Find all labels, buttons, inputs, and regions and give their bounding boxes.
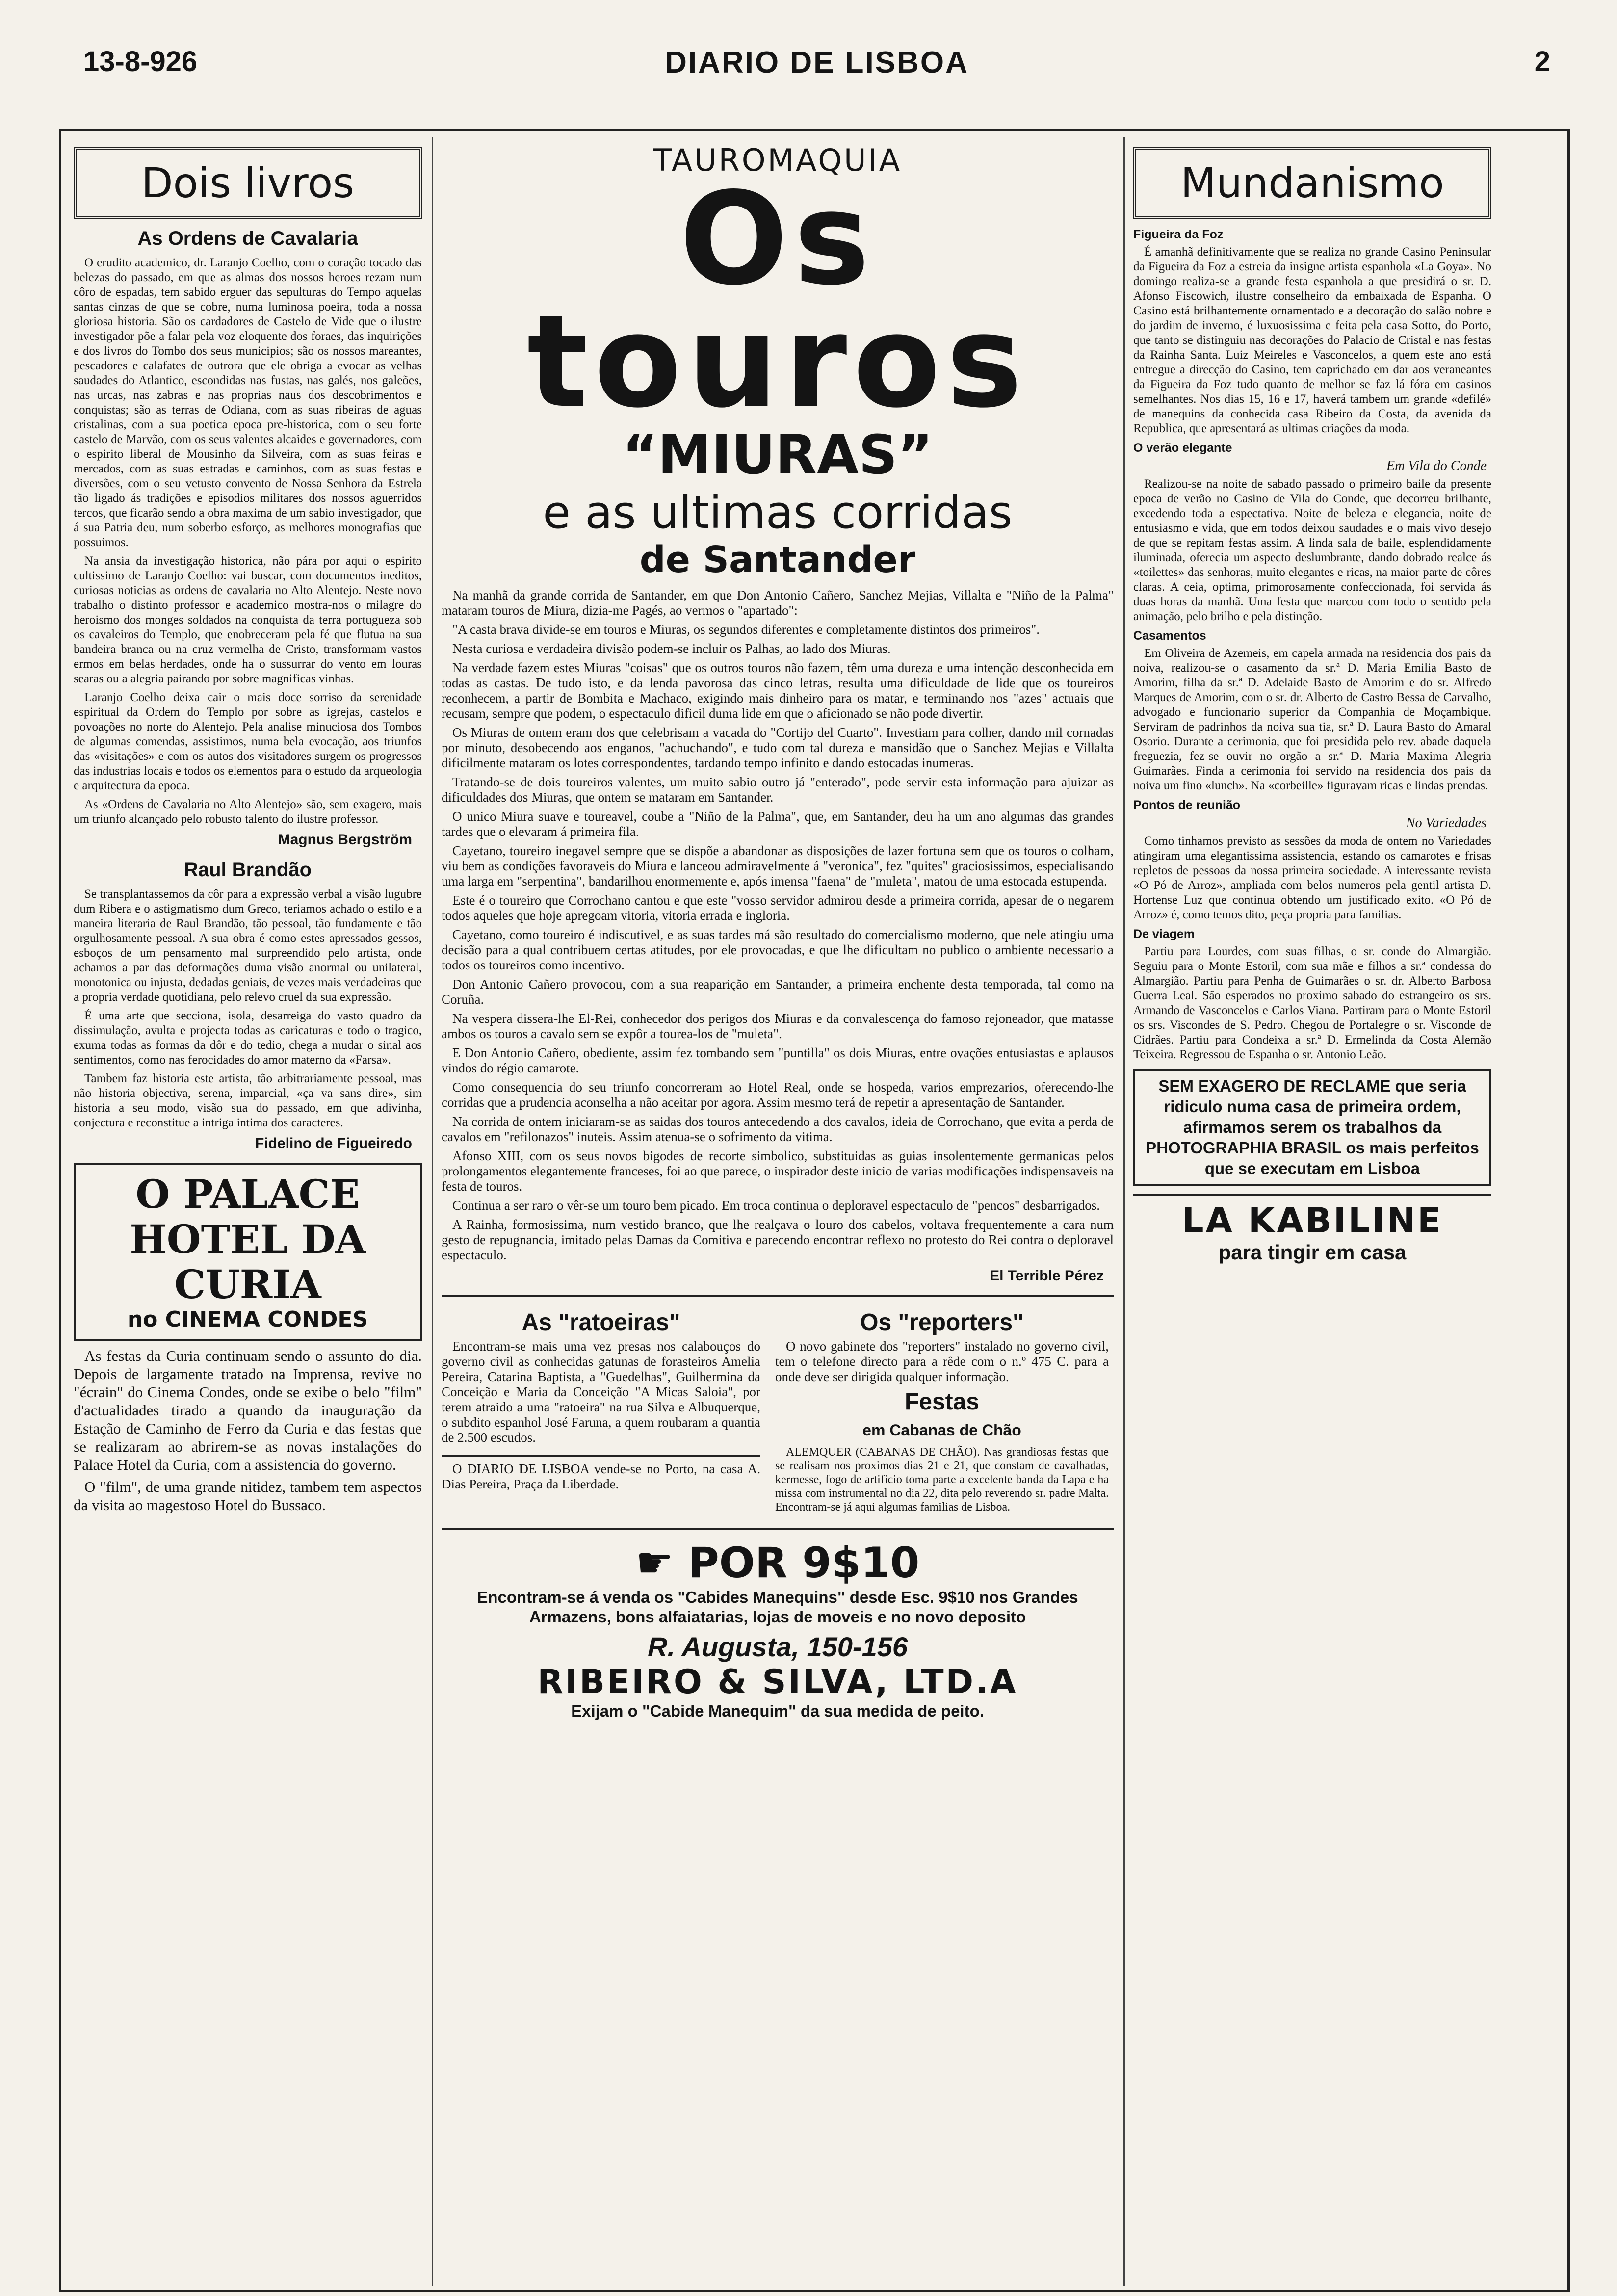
diario-notice: O DIARIO DE LISBOA vende-se no Porto, na casa A. Dias Pereira, Praça da Liberdade. [442, 1461, 760, 1491]
ordens-signature: Magnus Bergström [278, 832, 412, 848]
touros-paragraph: Don Antonio Cañero provocou, com a sua reaparição em Santander, a primeira enchente desta temporada, tal como na Coruña. [442, 977, 1114, 1007]
verao-place: Em Vila do Conde [1386, 458, 1487, 473]
verao-text [1133, 477, 1491, 624]
page-number: 2 [1534, 46, 1550, 78]
headline-santander: de Santander [639, 539, 916, 581]
touros-paragraph: Na vespera dissera-lhe El-Rei, conhecedor dos perigos dos Miuras e da convalescença do famoso rejoneador, que matasse ambos os touros a cavalo sem se expôr a tourea-los de "muleta". [442, 1011, 1114, 1041]
dois-livros-heading: Dois livros [74, 147, 422, 219]
festas-paragraph: ALEMQUER (CABANAS DE CHÃO). Nas grandiosas festas que se realisam nos proximos dias 21 e 21, que constam de cavalhadas, kermesse, fogo de artificio toma parte a excelente banda da Lapa e ha missa com instrumental no dia 22, dita pelo reverendo sr. padre Malta. Encontram-se já aqui algumas familias de Lisboa. [775, 1446, 1109, 1513]
festas-subtitle: em Cabanas de Chão [862, 1421, 1021, 1439]
divider [442, 1295, 1114, 1297]
headline-ultimas-corridas: e as ultimas corridas [543, 486, 1013, 539]
section-tauromaquia: TAUROMAQUIA [653, 142, 902, 178]
touros-paragraph: Como consequencia do seu triunfo concorreram ao Hotel Real, onde se hospeda, varios emprezarios, oferecendo-lhe corridas que a prudencia aconselha a não aceitar por agora. Assim mesmo terá de repetir a apresentação de Santander. [442, 1080, 1114, 1110]
figueira-heading: Figueira da Foz [1133, 228, 1224, 241]
ad-line1: Encontram-se á venda os "Cabides Manequins" desde Esc. 9$10 nos Grandes Armazens, bons alfaiatarias, lojas de moveis e no novo deposito [477, 1588, 1078, 1626]
viagem-paragraph: Partiu para Lourdes, com suas filhas, o sr. conde do Almargião. Seguiu para o Monte Estoril, com sua mãe e filhos a sr.ª condessa do Almargião. Partiu para Penha de Guimarães o sr. dr. Alberto Barbosa Guerra Leal. São esperados no proximo sabado do estrangeiro os srs. Armando de Vasconcelos e Carlos Viana. Partiram para o Monte Estoril os srs. Viscondes de S. Pedro. Chegou de Portalegre o sr. Visconde de Cidrães. Partiu para Condeixa a sr.ª D. Ermelinda da Costa Alemão Teixeira. Regressou de Espanha o sr. Antonio Leão. [1133, 945, 1491, 1061]
headline-miuras: “MIURAS” [622, 423, 933, 486]
raul-paragraph: É uma arte que secciona, isola, desarreiga do vasto quadro da dissimulação, avulta e projecta todas as caricaturas e todo o tragico, exuma todas as formas da dôr e do tedio, chega a mudar o sinal aos sentimentos, como nas ferocidades do amor materno da «Farsa». [74, 1009, 422, 1067]
kabiline-subtitle: para tingir em casa [1218, 1241, 1407, 1264]
ad-price [442, 1539, 1114, 1588]
figueira-paragraph: É amanhã definitivamente que se realiza no grande Casino Peninsular da Figueira da Foz a estreia da insigne artista espanhola «La Goya». No domingo realiza-se a grande festa espanhola a que presidirá o sr. D. Afonso Fiscowich, ilustre conselheiro da embaixada de Espanha. O Casino está brilhantemente ornamentado e a decoração do salão nobre e do jardim de inverno, é luxuosissima e feita pela casa Sotto, do Porto, que tanto se distinguiu nas decorações do Palacio de Cristal e nas festas da Rainha Santa. Luiz Meireles e Vasconcelos, a quem este ano está entregue a direcção do Casino, tem caprichado em dar aos veraneantes da Figueira da Foz tudo quanto de melhor se faz lá fóra em casinos semelhantes. Nos dias 15, 16 e 17, haverá tambem um grande «defilé» de manequins da conhecida casa Ribeiro da Costa, da avenida da Republica, que apresentará as ultimas criações da moda. [1133, 245, 1491, 435]
center-lower-row [442, 1306, 1114, 1518]
cabides-advertisement [442, 1528, 1114, 1721]
ordens-paragraph: Na ansia da investigação historica, não pára por aqui o espirito cultissimo de Laranjo Coelho: vai buscar, com documentos ineditos, curiosas noticias as ordens de cavalaria no Alto Alentejo. Neste novo trabalho o distinto professor e academico mostra-nos o milagre do heroismo dos monges soldados na conquista da terra portugueza sob os cavaleiros do Templo, que enobreceram pela fé que flutua na sua bandeira branca ou na cruz vermelha de Cristo, transformam vastos ermos em belas herdades, onde ha o sussurrar do vento em louras searas ou a alegria pairando por sobre magnificas vinhas. [74, 554, 422, 685]
festas-text [775, 1445, 1109, 1514]
palace-paragraph: O "film", de uma grande nitidez, tambem tem aspectos da visita ao magestoso Hotel do Bussaco. [74, 1478, 422, 1513]
viagem-heading: De viagem [1133, 927, 1195, 941]
touros-paragraph: Na verdade fazem estes Miuras "coisas" que os outros touros não fazem, têm uma dureza e uma intenção desconhecida em todas as castas. De tudo isto, e da lenda pavorosa das cinco letras, resulta uma dificuldade de lide que os toureiros reconhecem, a partir de Bombita e Machaco, exigindo mais dinheiro para os matar, e terminando nos "azes" actuais que recusam, sempre que podem, o espectaculo dificil duma lide em que o aficionado se não pode divertir. [442, 660, 1114, 721]
palace-paragraph: As festas da Curia continuam sendo o assunto do dia. Depois de largamente tratado na Imprensa, revive no "écrain" do Cinema Condes, onde se exibe o belo "film" d'actualidades tirado a quando da inauguração da Estação de Caminho de Ferro da Curia e das festas que se realizaram ao abrirem-se as novas instalações do Palace Hotel da Curia, com a assistencia do governo. [74, 1347, 422, 1473]
touros-paragraph: Este é o toureiro que Corrochano cantou e que este "vosso servidor admirou desde a primeira corrida, apesar de o negarem todos aqueles que hoje apregoam vitoria, vitoria errada e ingloria. [442, 893, 1114, 923]
reuniao-text [1133, 834, 1491, 922]
ad-line2: Exijam o "Cabide Manequim" da sua medida de peito. [571, 1702, 984, 1720]
ordens-paragraph: Laranjo Coelho deixa cair o mais doce sorriso da serenidade espiritual da Ordem do Templo por sobre as igrejas, castelos e povoações no norte do Alentejo. Pela analise minuciosa dos Tombos de algumas comendas, assistimos, numa bela evocação, aos triunfos das «visitações» e com os autos dos visitadores surgem os progressos das industrias locais e todos os elementos para o estudo da arqueologia e arquitectura da epoca. [74, 691, 422, 792]
raul-paragraph: Se transplantassemos da côr para a expressão verbal a visão lugubre dum Ribera e o astigmatismo dum Greco, teriamos achado o estilo e a maneira literaria de Raul Brandão, tão pessoal, tão fundamente e tão orgulhosamente pessoal. A sua obra é como estes apressados gessos, esboços de um pensamento mal surpreendido pelo artista, onde achamos a par das deformações duma visão anormal ou unilateral, monotonica ou injusta, dedadas geniais, de vezes mais verdadeiras que a propria verdade quotidiana, pelo relevo cruel da sua expressão. [74, 887, 422, 1004]
ratoeiras-title: As "ratoeiras" [522, 1309, 680, 1335]
pointing-hand-icon: ☛ [635, 1539, 674, 1588]
palace-title: O PALACE HOTEL DA CURIA [130, 1171, 366, 1307]
reporters-text [775, 1339, 1109, 1384]
verao-paragraph: Realizou-se na noite de sabado passado o primeiro baile da presente epoca de verão no Casino de Vila do Conde, que decorreu brilhante, excedendo toda a espectativa. Noite de beleza e elegancia, noite de entusiasmo e vida, que em todos deixou saudades e o mais vivo desejo de que se repitam festas assim. A linda sala de baile, esplendidamente iluminada, oferecia um aspecto deslumbrante, dando dobrado realce ás «toilettes» das senhoras, muito elegantes e ricas, na maior parte de côres claras. A ceia, optima, primorosamente confeccionada, foi servida ás duas horas da manhã. Uma festa que marcou com todo o sentido pela animação, pelo brilho e pela distinção. [1133, 477, 1491, 623]
touros-paragraph: Tratando-se de dois toureiros valentes, um muito sabio outro já "enterado", pode servir esta informação para ajuizar as dificuldades dos Miuras, que ontem se mataram em Santander. [442, 775, 1114, 805]
issue-date: 13-8-926 [83, 46, 198, 78]
touros-paragraph: Na corrida de ontem iniciaram-se as saidas dos touros antecedendo a dos cavalos, ideia de Corrochano, que evita a perda de cavalos em "refilonazos" inuteis. Assim atenua-se o sofrimento da vitima. [442, 1114, 1114, 1144]
touros-paragraph: A Rainha, formosissima, num vestido branco, que lhe realçava o louro dos cabelos, voltava frequentemente a cara num gesto de repugnancia, imitado pelas Damas da Comitiva e parecendo encontrar reflexo no protesto do Rei contra o deploravel espectaculo. [442, 1217, 1114, 1262]
palace-hotel-box [74, 1163, 422, 1341]
verao-heading: O verão elegante [1133, 441, 1232, 455]
column-divider-right [1123, 137, 1125, 2286]
reporters-paragraph: O novo gabinete dos "reporters" instalado no governo civil, tem o telefone directo para a rêde com o n.º 475 C. para a onde deve ser dirigida qualquer informação. [775, 1339, 1109, 1384]
column-divider-left [432, 137, 433, 2286]
reuniao-place: No Variedades [1406, 815, 1487, 831]
photographia-brasil-ad: SEM EXAGERO DE RECLAME que seria ridiculo numa casa de primeira ordem, afirmamos serem os trabalhos da PHOTOGRAPHIA BRASIL os mais perfeitos que se executam em Lisboa [1133, 1069, 1491, 1186]
figueira-text [1133, 245, 1491, 436]
kabiline-ad [1133, 1194, 1491, 1264]
ordens-paragraph: As «Ordens de Cavalaria no Alto Alentejo» são, sem exagero, mais um triunfo alcançado pelo robusto talento do ilustre professor. [74, 798, 422, 826]
touros-paragraph: Continua a ser raro o vêr-se um touro bem picado. Em troca continua o deploravel espectaculo de "pencos" desbarrigados. [452, 1198, 1100, 1213]
touros-signature: El Terrible Pérez [990, 1268, 1104, 1284]
casamentos-text [1133, 646, 1491, 793]
touros-paragraph: E Don Antonio Cañero, obediente, assim fez tombando sem "puntilla" os dois Miuras, entre ovações entusiastas e aplausos vindos do régio camarote. [442, 1045, 1114, 1075]
reuniao-heading: Pontos de reunião [1133, 798, 1241, 812]
casamentos-heading: Casamentos [1133, 629, 1206, 643]
masthead [83, 45, 1550, 84]
touros-paragraph: Os Miuras de ontem eram dos que celebrisam a vacada do "Cortijo del Cuarto". Investiam para colher, dando mil cornadas por minuto, desobecendo aos enganos, "achuchando", e tudo com tal dureza e mansidão que o Sanchez Mejias e Villalta dificilmente mataram os lotes correspondentes, tardando tempo infinito e dando estocadas inumeras. [442, 725, 1114, 770]
palace-subtitle: no CINEMA CONDES [127, 1307, 368, 1332]
headline-os-touros: Os touros [527, 165, 1028, 436]
viagem-text [1133, 944, 1491, 1062]
touros-paragraph: Na manhã da grande corrida de Santander, em que Don Antonio Cañero, Sanchez Mejias, Villalta e "Niño de la Palma" mataram touros de Miura, dizia-me Pagés, ao vermos o "apartado": [442, 588, 1114, 618]
ad-address: R. Augusta, 150-156 [647, 1631, 908, 1662]
ordens-title: As Ordens de Cavalaria [137, 228, 358, 249]
touros-paragraph: Afonso XIII, com os seus novos bigodes de recorte simbolico, substituidas as guias insolentemente germanicas pelos prolongamentos elegantemente franceses, foi ao que parece, o inspirador deste inicio de varias modificações indispensaveis na festa de touros. [442, 1148, 1114, 1194]
touros-paragraph: Nesta curiosa e verdadeira divisão podem-se incluir os Palhas, ao lado dos Miuras. [452, 641, 891, 656]
reporters-block [775, 1306, 1109, 1518]
raul-paragraph: Tambem faz historia este artista, tão arbitrariamente pessoal, mas não historia objectiva, serena, imparcial, «ça va sans dire», sim historia a seu modo, visão sua do passado, em que adivinha, conjectura e reconstitue a intriga intima dos caracteres. [74, 1072, 422, 1129]
newspaper-title: DIARIO DE LISBOA [665, 46, 969, 79]
ordens-paragraph: O erudito academico, dr. Laranjo Coelho, com o coração tocado das belezas do passado, em que as almas dos nossos heroes rezam num côro de espadas, tem sabido erguer das sepulturas do Tempo aquelas santas cinzas de que se cobre, numa luminosa poeira, toda a nossa gloriosa historia. São os cardadores de Castelo de Vide que o ilustre investigador põe a falar pela voz eloquente dos foraes, das inquirições e dos livros do Tombo dos seus municipios; são os nossos mareantes, pescadores e calafates de outrora que ele obriga a evocar as velhas saudades do Atlantico, escondidas nas fustas, nas galés, nos galeões, nas urcas, nas zabras e nas proprias naus dos descobrimentos e conquistas; são as terras de Odiana, com as suas ribeiras de aguas cristalinas, com a sua poetica epoca pre-historica, com o seu forte castelo de Marvão, com os seus valentes alcaides e governadores, com o espirito liberal de Mousinho da Silveira, com as suas feiras e mercados, com as suas estradas e caminhos, com as suas festas e diversões, com o seu vetusto convento de Nossa Senhora da Estrela tão ligado ás tradições e episodios militares dos nossos aguerridos tercos, que ficarão sendo a obra maxima de um sabio investigador, que á sua Patria deu, num soberbo esforço, as melhores monografias que possuimos. [74, 256, 422, 549]
casamentos-paragraph: Em Oliveira de Azemeis, em capela armada na residencia dos pais da noiva, realizou-se o casamento da sr.ª D. Maria Emilia Basto de Amorim, filha da sr.ª D. Adelaide Basto de Amorim e do sr. Alfredo Marques de Amorim, com o sr. dr. Alberto de Castro Bessa de Carvalho, advogado e funcionario superior da Companhia de Moçambique. Serviram de padrinhos da noiva sua tia, sr.ª D. Laura Basto do Amaral Osorio. Durante a cerimonia, que foi presidida pelo rev. abade daquela freguezia, fez-se ouvir no orgão a sr.ª D. Maria Maxima Alegria Guimarães. Finda a cerimonia foi servido na residencia dos pais da noiva um fino «lunch». Na «corbeille» figuravam ricas e lindas prendas. [1133, 647, 1491, 792]
festas-title: Festas [904, 1389, 980, 1415]
touros-article [442, 588, 1114, 1263]
touros-paragraph: Cayetano, como toureiro é indiscutivel, e as suas tardes má são resultado do comercialismo moderno, que nele atingiu uma decisão para a qual contribuem certas atitudes, por ele provocadas, e que lhe dificultam no publico o ambiente necessario a todos os toureiros como incentivo. [442, 927, 1114, 972]
palace-article [74, 1347, 422, 1514]
reuniao-paragraph: Como tinhamos previsto as sessões da moda de ontem no Variedades atingiram uma elegantissima assistencia, estando os camarotes e frisas repletos de pessoas da nossa primeira sociedade. A interessante revista «O Pó de Arroz», ampliada com belos numeros pela gentil artista D. Hortense Luz que continua obtendo um justificado exito. «O Pó de Arroz» é, como temos dito, peça propria para familias. [1133, 835, 1491, 921]
raul-article [74, 887, 422, 1130]
touros-paragraph: "A casta brava divide-se em touros e Miuras, os segundos diferentes e completamente distintos dos primeiros". [452, 622, 1040, 637]
raul-title: Raul Brandão [183, 859, 312, 881]
ratoeiras-text [442, 1339, 760, 1445]
ordens-article [74, 256, 422, 827]
touros-paragraph: O unico Miura suave e toureavel, coube a "Niño de la Palma", que, em Santander, deu ha um ano algumas das grandes tardes que o elevaram á primeira fila. [442, 809, 1114, 839]
ratoeiras-paragraph: Encontram-se mais uma vez presas nos calabouços do governo civil as conhecidas gatunas de forasteiros Amelia Pereira, Catarina Baptista, a "Guedelhas", Guilhermina da Conceição e Maria da Conceição "A Micas Saloia", por terem atraido a uma "ratoeira" na rua Silva e Albuquerque, o subdito espanhol José Faruna, a quem roubaram a quantia de 2.500 escudos. [442, 1339, 760, 1445]
raul-signature: Fidelino de Figueiredo [255, 1135, 412, 1151]
center-column [442, 142, 1114, 1721]
ad-firm: RIBEIRO & SILVA, LTD.A [537, 1663, 1018, 1701]
reporters-title: Os "reporters" [860, 1309, 1024, 1335]
mundanismo-heading: Mundanismo [1133, 147, 1491, 219]
ratoeiras-block [442, 1306, 760, 1518]
left-column [74, 147, 422, 1518]
diario-box [442, 1455, 760, 1492]
ad-price-text: POR 9$10 [688, 1539, 920, 1588]
touros-paragraph: Cayetano, toureiro inegavel sempre que se dispõe a abandonar as disposições de lazer fortuna sem que os touros o colham, viu bem as condições favoraveis do Miura e lanceou admiravelmente á "veronica", fez "quites" graciosissimos, especialisando uma larga em "serpentina", bandarilhou enormemente e, após imensa "faena" de "muleta", matou de uma estocada estupenda. [442, 843, 1114, 888]
right-column [1133, 147, 1491, 1264]
kabiline-title: LA KABILINE [1181, 1200, 1443, 1241]
